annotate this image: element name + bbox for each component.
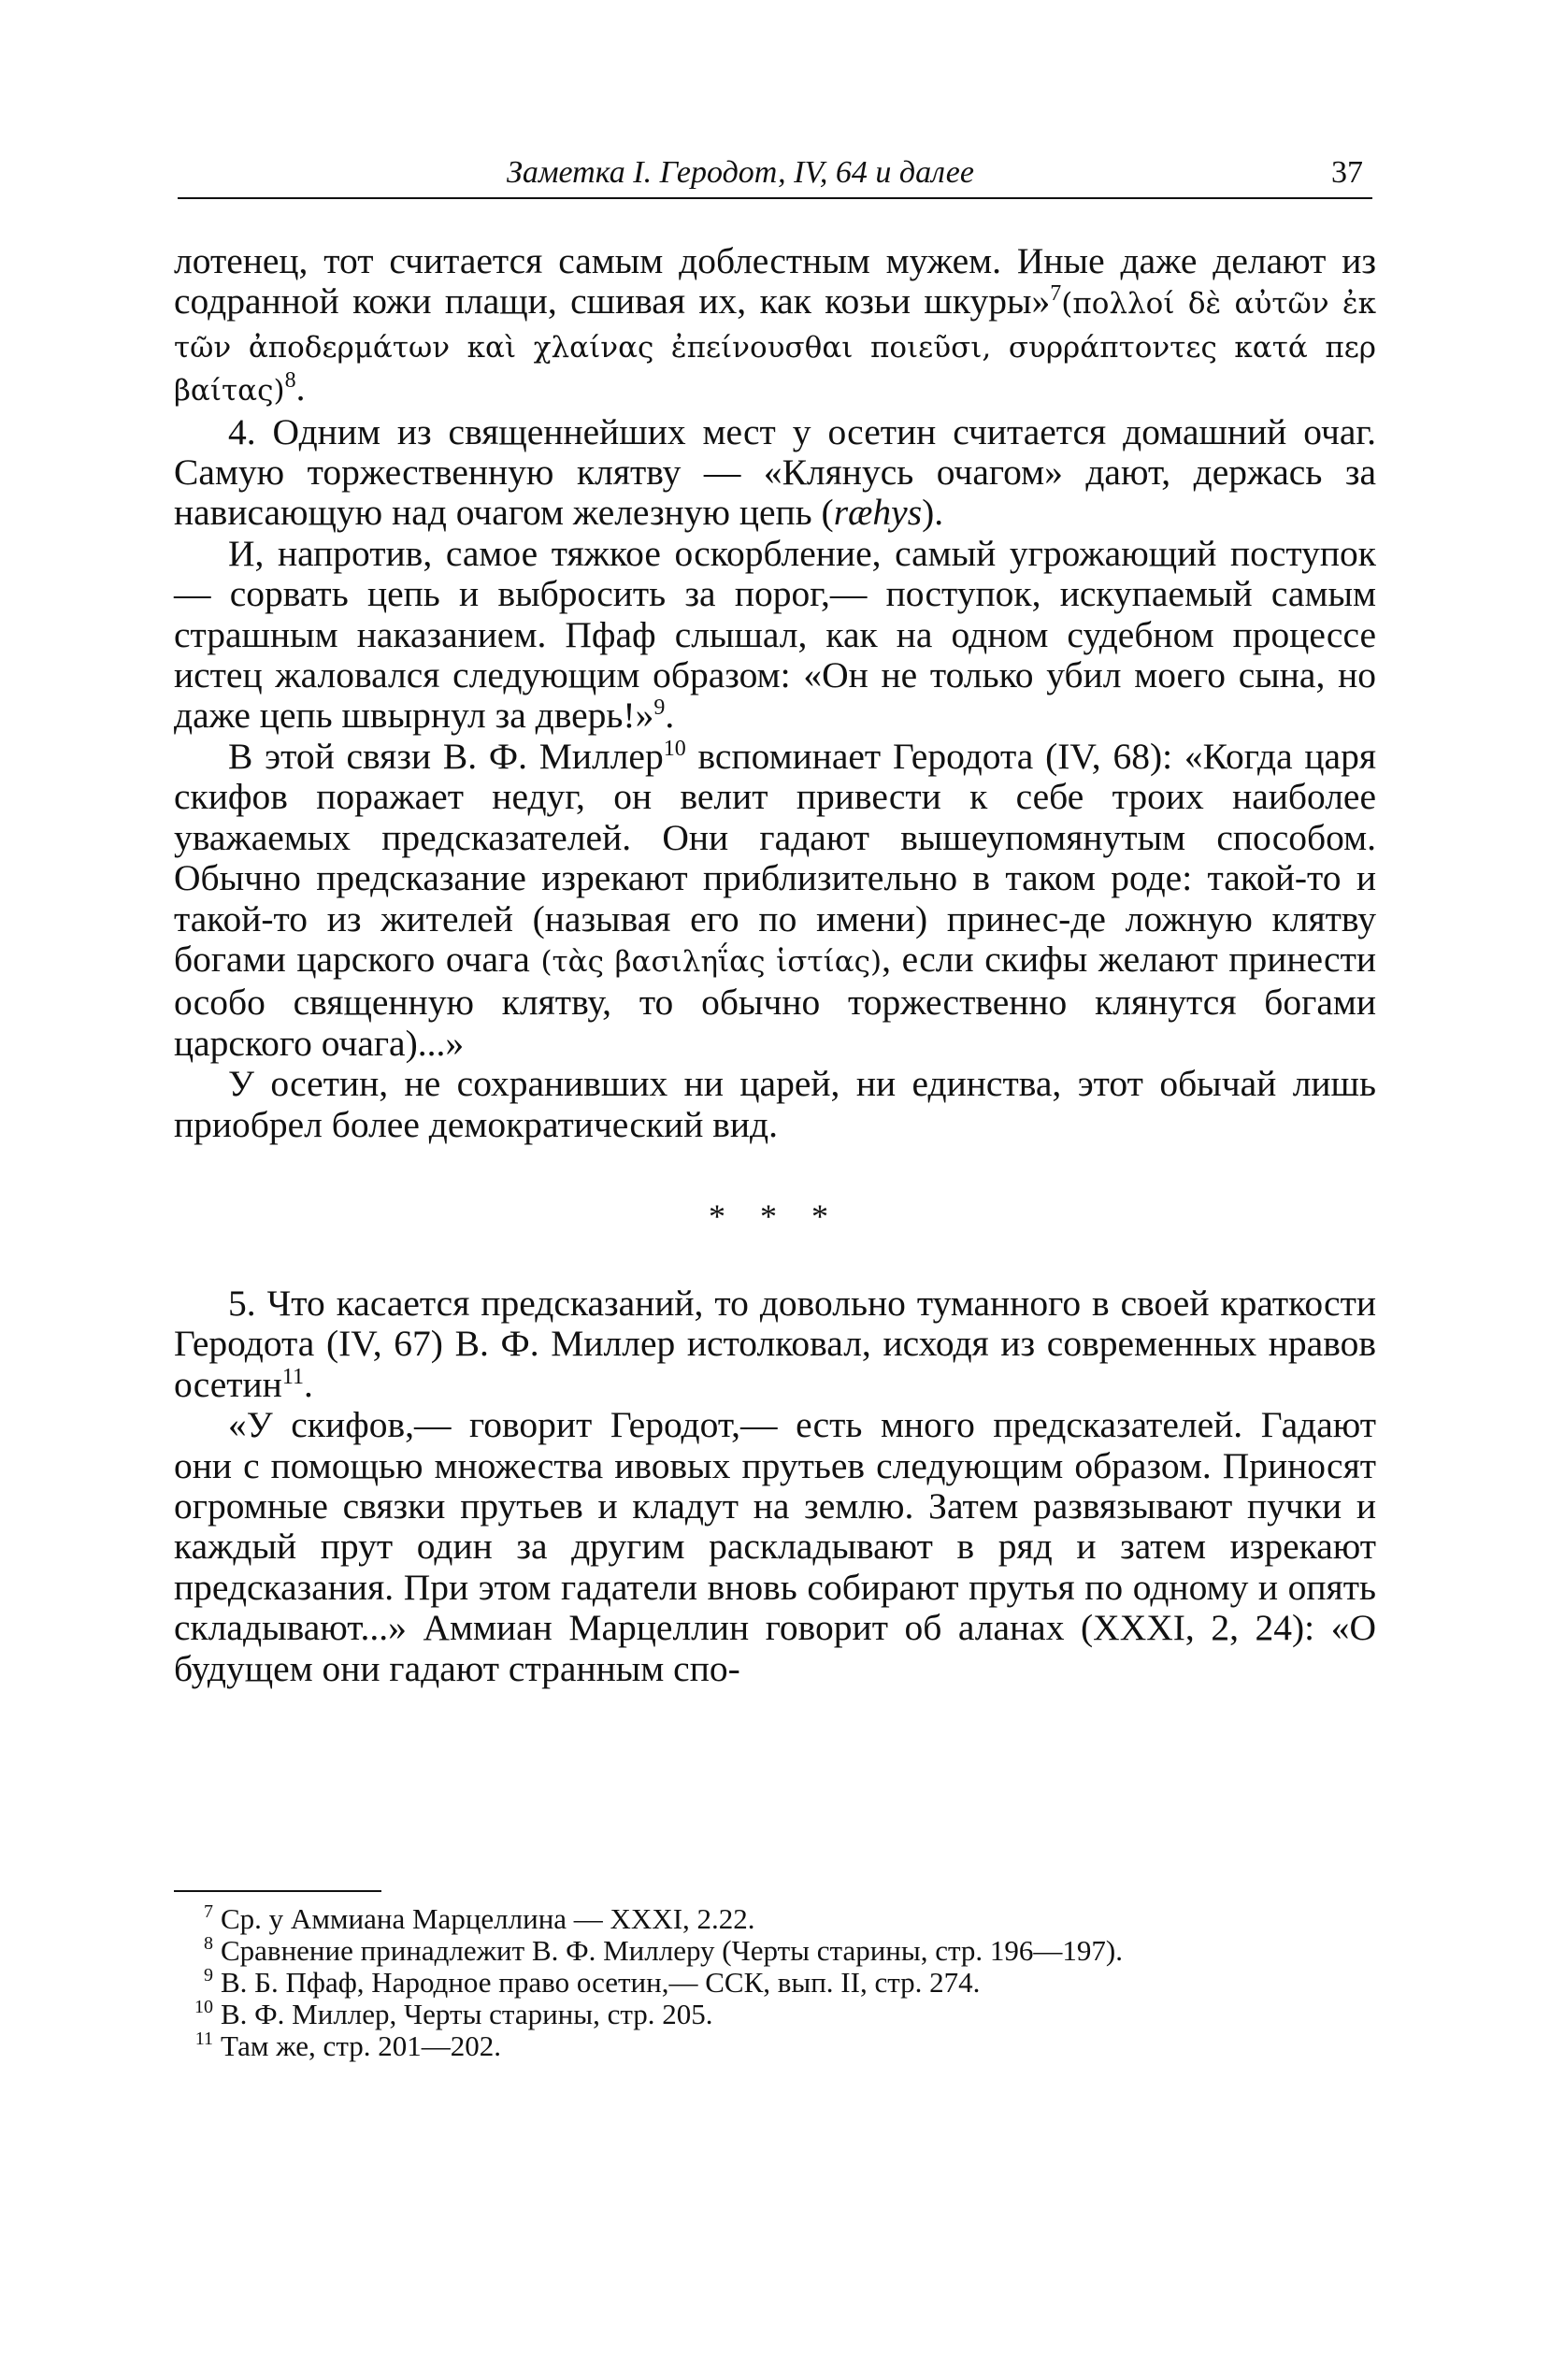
footnote-9 <box>174 1967 1376 1999</box>
main-text <box>174 241 1376 1689</box>
footnote-number: 10 <box>194 1997 213 2017</box>
footnotes <box>174 1903 1376 2062</box>
footnote-number: 11 <box>194 2029 213 2049</box>
paragraph-4-text-a: В этой связи В. Ф. Миллер <box>228 735 664 777</box>
footnote-divider <box>174 1890 381 1892</box>
paragraph-6-end: . <box>303 1363 313 1405</box>
paragraph-7 <box>174 1405 1376 1689</box>
paragraph-3-end: . <box>665 695 675 737</box>
footnote-8 <box>174 1935 1376 1967</box>
greek-quote-2: (τὰς βασιληΐας ἱστίας) <box>540 944 883 979</box>
footnote-number: 7 <box>204 1901 213 1922</box>
footnote-text: Ср. у Аммиана Марцеллина — XXXI, 2.22. <box>221 1902 755 1935</box>
paragraph-5-text: У осетин, не сохранивших ни царей, ни единства, этот обычай лишь приобрел более демократический вид. <box>174 1063 1376 1145</box>
footnote-ref-9: 9 <box>653 695 666 721</box>
footnote-10 <box>174 1999 1376 2030</box>
paragraph-4-text-b: вспоминает Геродота (IV, 68): «Когда царя скифов поражает недуг, он велит привести к себе троих наиболее уважаемых предсказателей. Они гадают вышеупомянутым способом. Обычно предсказание изрекают приблизительно в таком роде: такой-то и такой-то из жителей (называя его по имени) принес-де ложную клятву богами царского очага <box>174 735 1376 980</box>
footnote-7 <box>174 1903 1376 1935</box>
footnote-ref-7: 7 <box>1050 281 1062 307</box>
section-separator: * * * <box>709 1197 841 1235</box>
header-title: Заметка I. Геродот, IV, 64 и далее <box>507 155 974 190</box>
footnote-number: 8 <box>204 1933 213 1954</box>
paragraph-5 <box>174 1064 1376 1145</box>
paragraph-3 <box>174 534 1376 737</box>
footnote-ref-11: 11 <box>281 1364 304 1389</box>
running-header <box>178 154 1372 199</box>
paragraph-7-text: «У скифов,— говорит Геродот,— есть много предсказателей. Гадают они с помощью множества ивовых прутьев следующим образом. Приносят огромные связки прутьев и кладут на землю. Затем развязывают пучки и каждый прут один за другим раскладывают в ряд и затем изрекают предсказания. При этом гадатели вновь собирают прутья по одному и опять складывают...» Аммиан Марцеллин говорит об аланах (XXXI, 2, 24): «О будущем они гадают странным спо- <box>174 1404 1376 1689</box>
footnote-text: В. Б. Пфаф, Народное право осетин,— ССК, вып. II, стр. 274. <box>221 1966 981 1999</box>
paragraph-2-text: 4. Одним из священнейших мест у осетин считается домашний очаг. Самую торжественную клятву — «Клянусь очагом» дают, держась за нависающую над очагом железную цепь ( <box>174 410 1376 534</box>
paragraph-2-end: ). <box>922 492 944 534</box>
footnote-ref-8: 8 <box>284 368 296 394</box>
greek-quote-1: (πολλοί δὲ αὐτῶν ἐκ τῶν ἀποδερμάτων καὶ χλαίνας ἐπείνουσθαι ποιεῦσι, συρράπτοντες κατά περ βαίτας) <box>174 287 1377 409</box>
footnote-ref-10: 10 <box>663 736 686 761</box>
page-number: 37 <box>1331 155 1363 190</box>
footnote-11 <box>174 2030 1376 2062</box>
paragraph-4 <box>174 737 1376 1064</box>
paragraph-6 <box>174 1283 1376 1405</box>
paragraph-6-text: 5. Что касается предсказаний, то довольно туманного в своей краткости Геродота (IV, 67) В. Ф. Миллер истолковал, исходя из современных нравов осетин <box>174 1282 1376 1405</box>
paragraph-2 <box>174 412 1376 534</box>
paragraph-1-text: лотенец, тот считается самым доблестным мужем. Иные даже делают из содранной кожи плащи, сшивая их, как козьи шкуры» <box>174 240 1376 323</box>
footnote-number: 9 <box>204 1965 213 1986</box>
paragraph-4-text-c: , если скифы желают принести особо священную клятву, то обычно торжественно клянутся богами царского очага)...» <box>174 938 1376 1064</box>
footnote-text: Там же, стр. 201—202. <box>221 2029 501 2062</box>
paragraph-1 <box>174 241 1376 412</box>
paragraph-1-end: . <box>295 367 306 409</box>
footnote-text: В. Ф. Миллер, Черты старины, стр. 205. <box>221 1998 713 2030</box>
footnote-text: Сравнение принадлежит В. Ф. Миллеру (Черты старины, стр. 196—197). <box>221 1934 1123 1967</box>
paragraph-3-text: И, напротив, самое тяжкое оскорбление, самый угрожающий поступок — сорвать цепь и выбросить за порог,— поступок, искупаемый самым страшным наказанием. Пфаф слышал, как на одном судебном процессе истец жаловался следующим образом: «Он не только убил моего сына, но даже цепь швырнул за дверь!» <box>174 532 1376 737</box>
ossetian-term: ræhys <box>833 492 923 534</box>
